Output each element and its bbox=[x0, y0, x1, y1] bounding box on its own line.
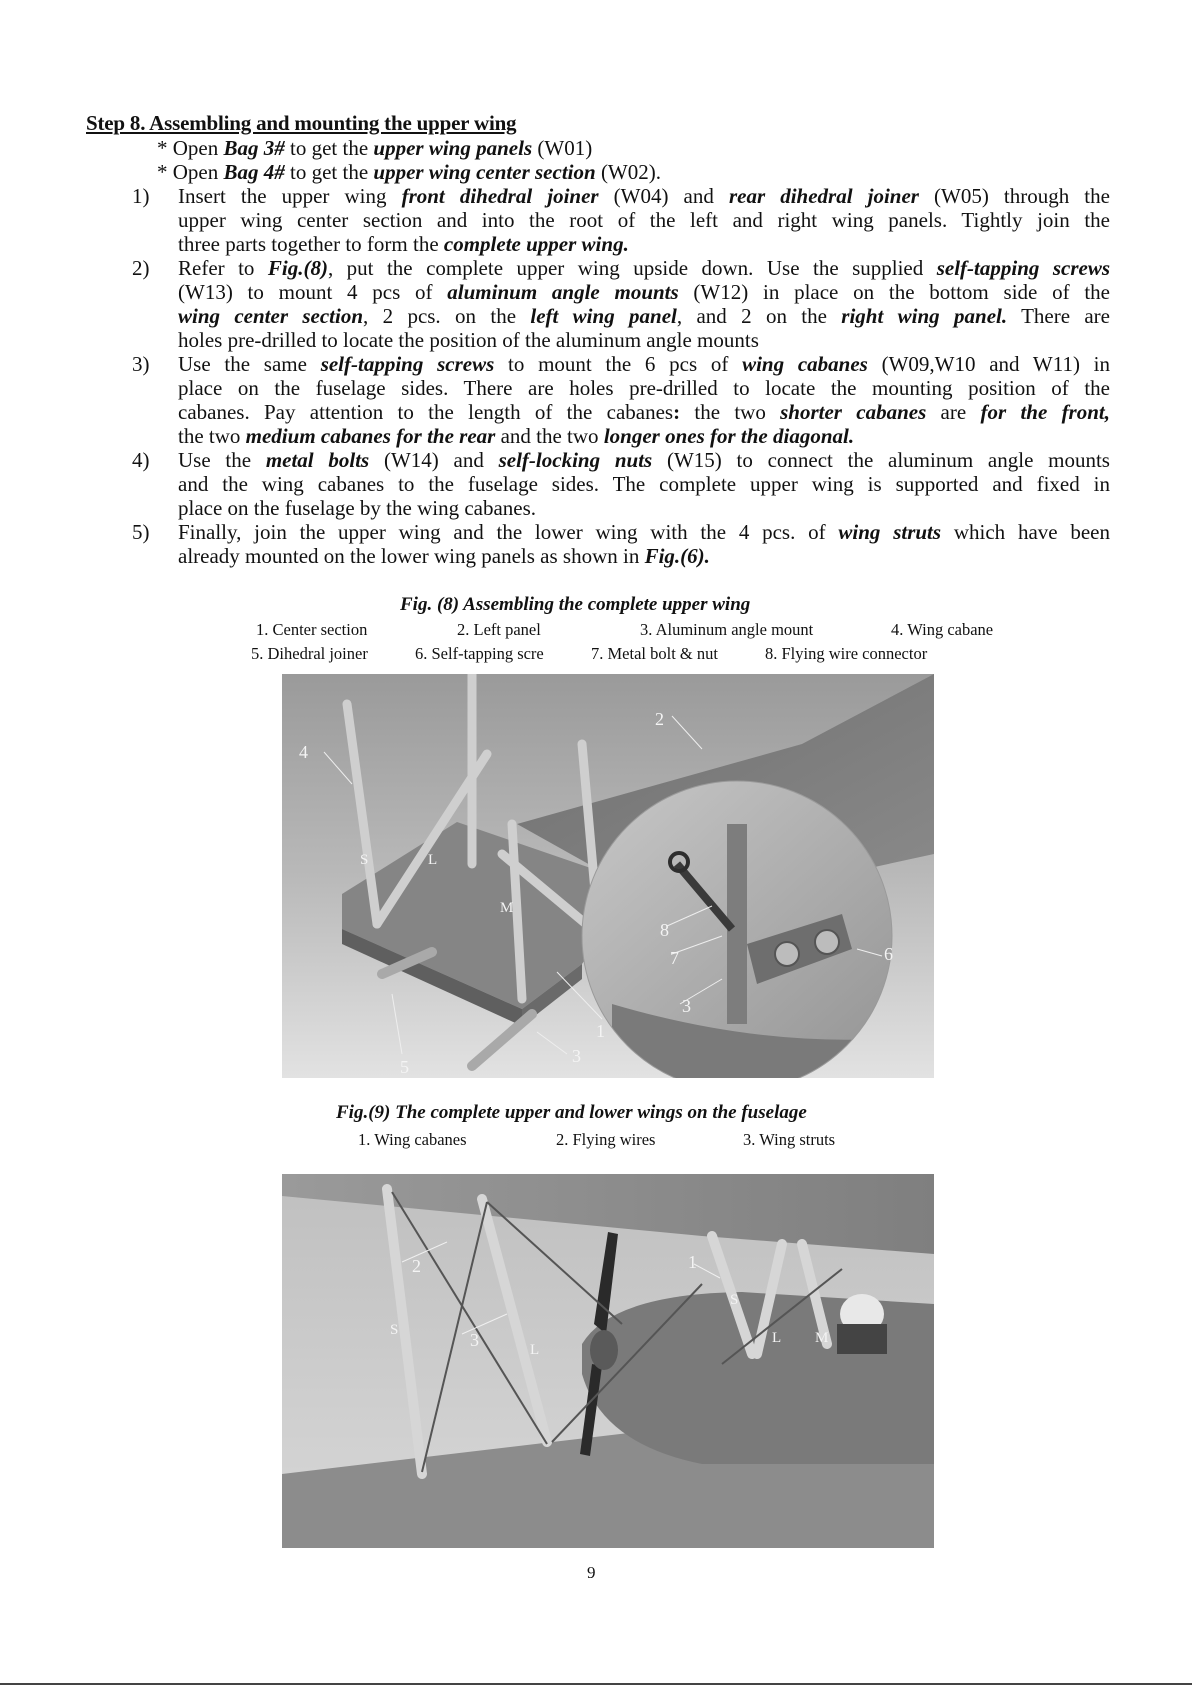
fig8-mark-m: M bbox=[500, 900, 514, 916]
fig8-callout-7: 7 bbox=[670, 948, 679, 968]
fig8-mark-l: L bbox=[428, 852, 438, 868]
fig9-mark-l2: L bbox=[772, 1330, 782, 1346]
fig8-callout-3b: 3 bbox=[682, 996, 691, 1016]
fig9-mark-l: L bbox=[530, 1342, 540, 1358]
step-number: 5) bbox=[132, 520, 150, 544]
fig9-mark-m: M bbox=[815, 1330, 829, 1346]
fig9-mark-s2: S bbox=[730, 1292, 739, 1308]
fig8-callout-6: 6 bbox=[884, 944, 893, 964]
fig8-legend-2: 2. Left panel bbox=[457, 620, 541, 639]
step-heading: Step 8. Assembling and mounting the upper wing bbox=[86, 111, 517, 135]
upper-wing-assembly-image bbox=[282, 674, 934, 1078]
fig8-legend-3: 3. Aluminum angle mount bbox=[640, 620, 814, 639]
fig8-photo bbox=[282, 674, 934, 1078]
fig8-legend-5: 5. Dihedral joiner bbox=[251, 644, 368, 663]
page-number: 9 bbox=[587, 1563, 596, 1582]
fig8-callout-1: 1 bbox=[596, 1021, 605, 1041]
fig8-legend-8: 8. Flying wire connector bbox=[765, 644, 928, 663]
fig8-legend-4: 4. Wing cabane bbox=[891, 620, 994, 639]
fig8-callout-8: 8 bbox=[660, 920, 669, 940]
bag-line-1: * Open Bag 3# to get the upper wing panels (W01) bbox=[157, 136, 593, 160]
fig8-callout-3: 3 bbox=[572, 1046, 581, 1066]
fig8-callout-2: 2 bbox=[655, 709, 664, 729]
fig9-legend-3: 3. Wing struts bbox=[743, 1130, 836, 1149]
fig9-legend-2: 2. Flying wires bbox=[556, 1130, 656, 1149]
fig8-legend-6: 6. Self-tapping scre bbox=[415, 644, 544, 663]
fig8-callout-5: 5 bbox=[400, 1057, 409, 1077]
step-number: 4) bbox=[132, 448, 150, 472]
fig9-legend-1: 1. Wing cabanes bbox=[358, 1130, 467, 1149]
bag-line-2: * Open Bag 4# to get the upper wing center section (W02). bbox=[157, 160, 661, 184]
step-number: 1) bbox=[132, 184, 150, 208]
fig9-callout-3: 3 bbox=[470, 1330, 479, 1350]
fig9-caption: Fig.(9) The complete upper and lower wings on the fuselage bbox=[336, 1102, 807, 1123]
fig8-callout-4: 4 bbox=[299, 742, 308, 762]
fig8-legend-7: 7. Metal bolt & nut bbox=[591, 644, 718, 663]
fig9-callout-2: 2 bbox=[412, 1256, 421, 1276]
biplane-wings-image bbox=[282, 1174, 934, 1548]
step-number: 3) bbox=[132, 352, 150, 376]
fig8-mark-s: S bbox=[360, 852, 369, 868]
fig9-callout-1: 1 bbox=[688, 1252, 697, 1272]
fig8-legend-1: 1. Center section bbox=[256, 620, 368, 639]
step-number: 2) bbox=[132, 256, 150, 280]
fig9-mark-s: S bbox=[390, 1322, 399, 1338]
fig9-photo bbox=[282, 1174, 934, 1548]
fig8-caption: Fig. (8) Assembling the complete upper wing bbox=[400, 594, 751, 615]
